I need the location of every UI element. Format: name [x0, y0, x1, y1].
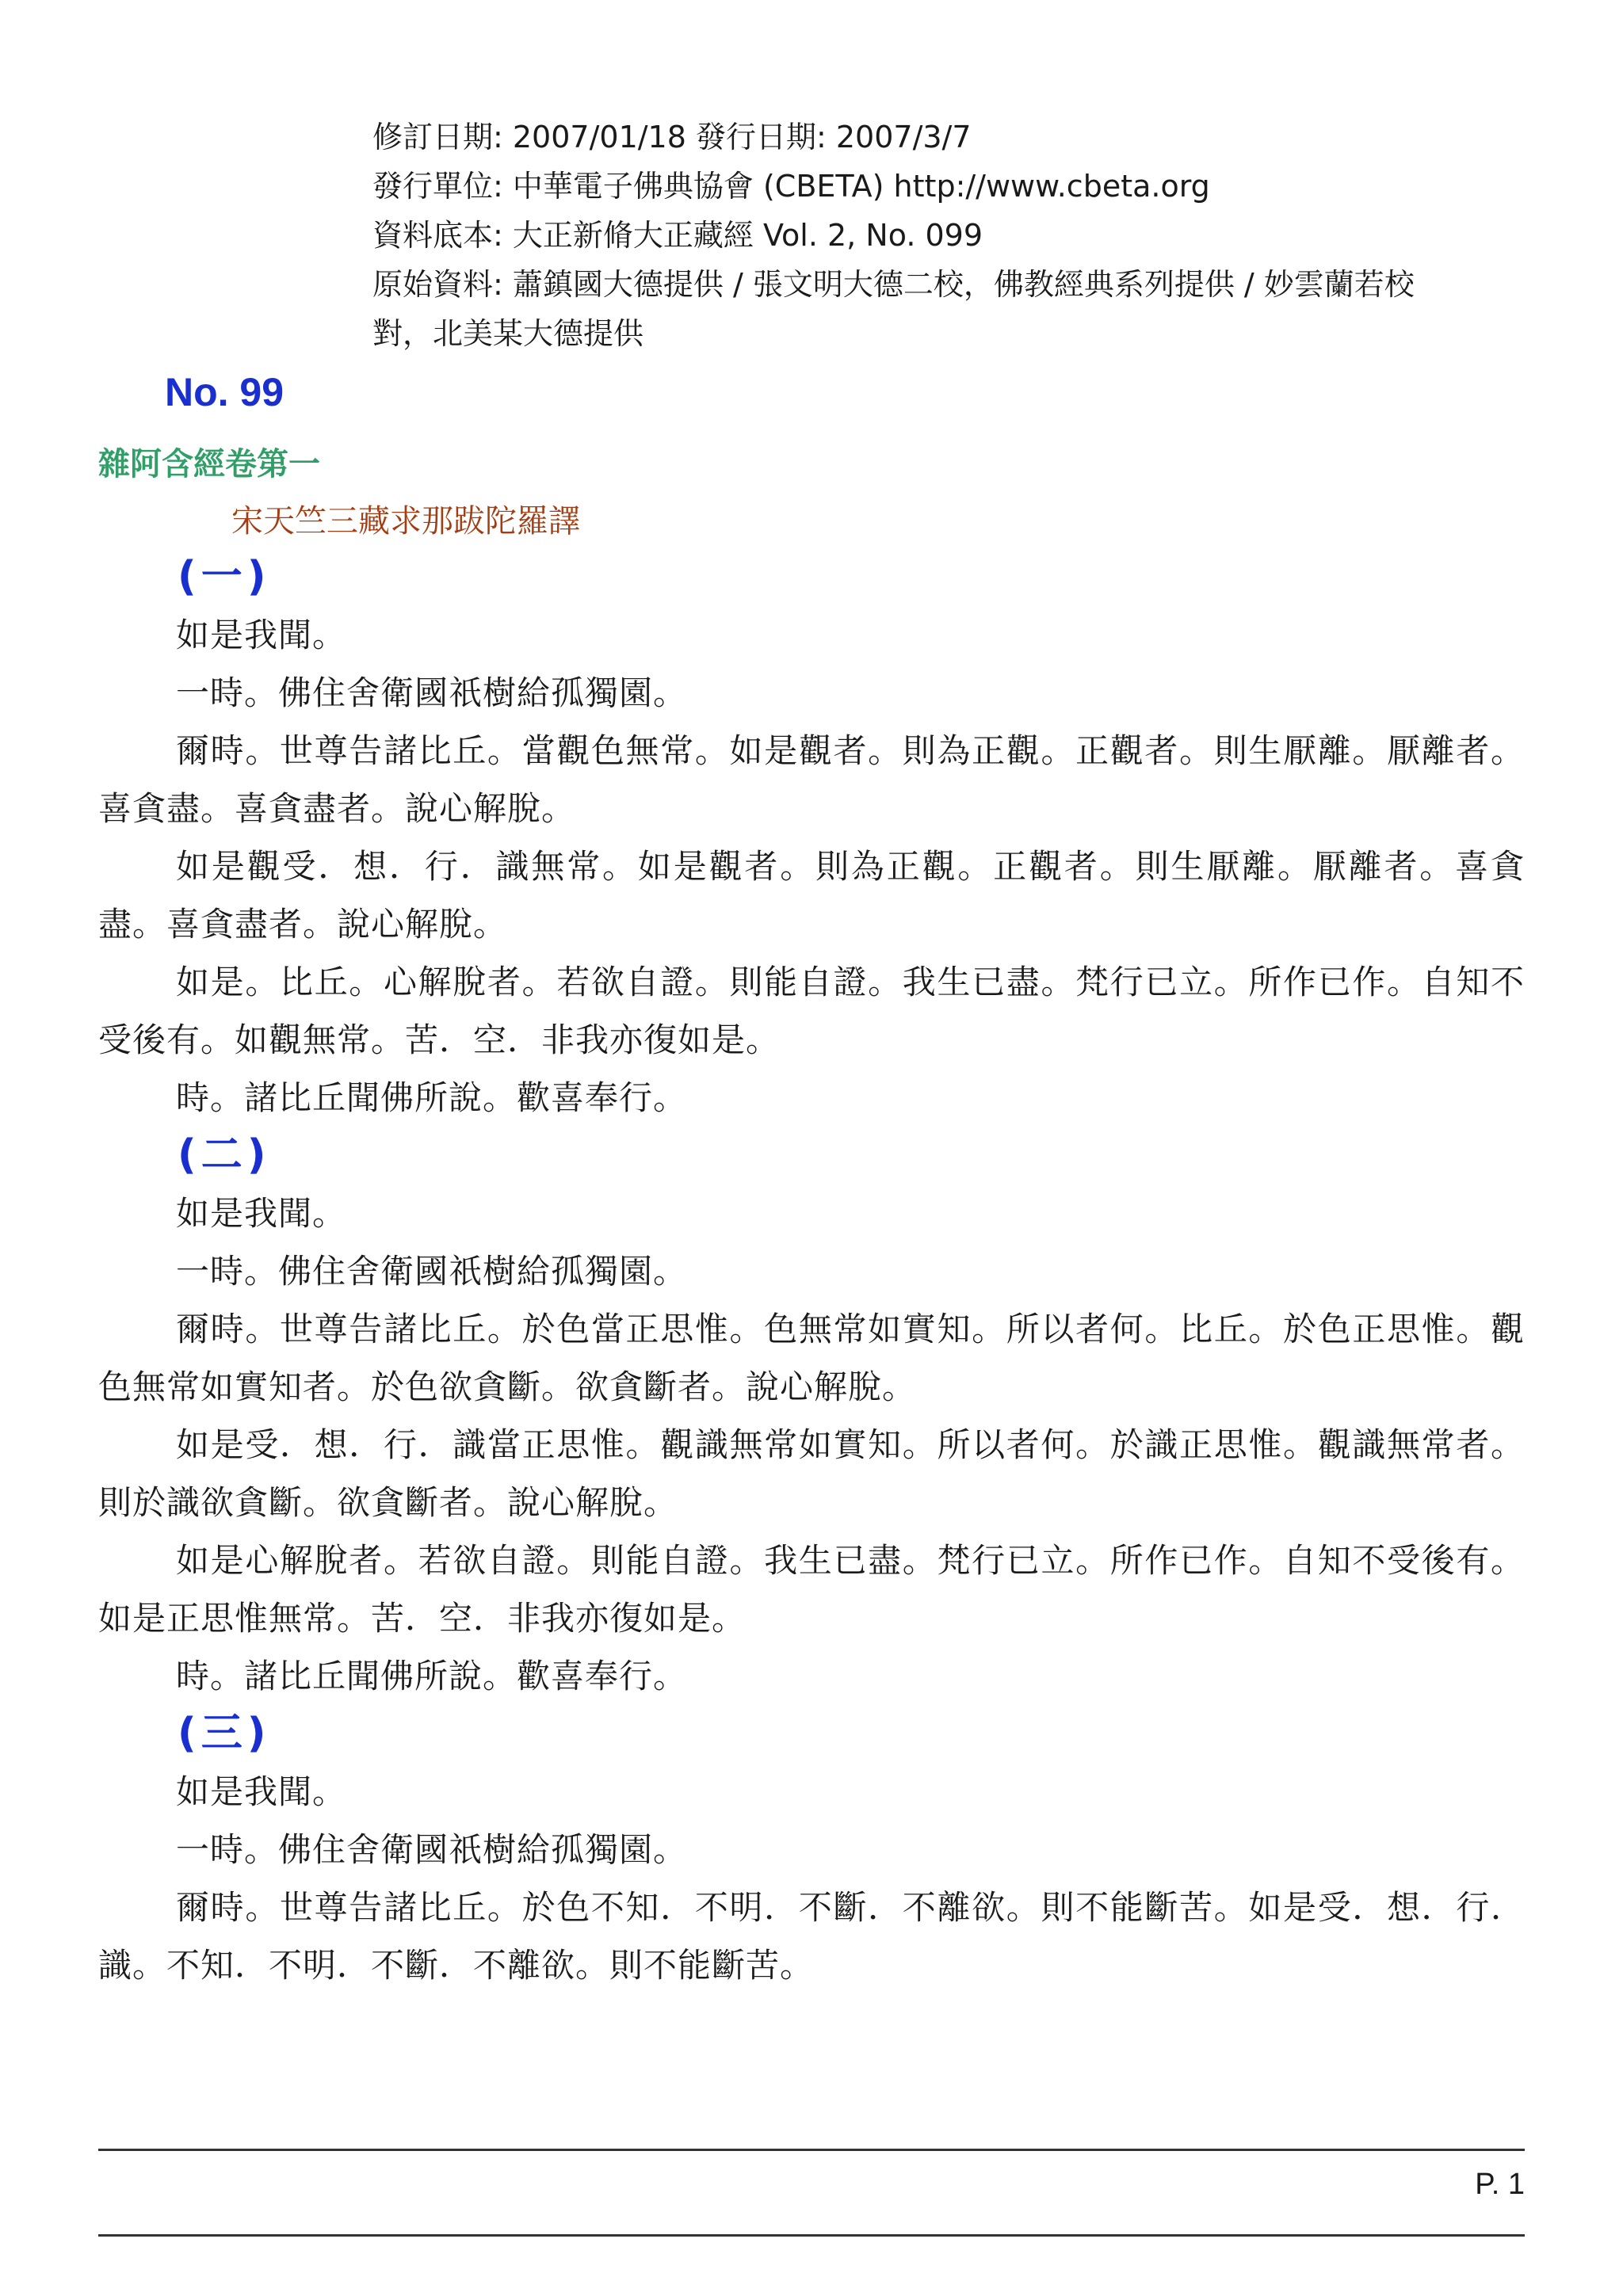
paragraph: 爾時。世尊告諸比丘。於色不知．不明．不斷．不離欲。則不能斷苦。如是受．想．行．識。不知．不明．不斷．不離欲。則不能斷苦。 [98, 1888, 1525, 1985]
paragraph: 如是受．想．行．識當正思惟。觀識無常如實知。所以者何。於識正思惟。觀識無常者。則於識欲貪斷。欲貪斷者。說心解脫。 [98, 1425, 1525, 1522]
section-1 [98, 548, 1525, 1127]
paragraph: 如是。比丘。心解脫者。若欲自證。則能自證。我生已盡。梵行已立。所作已作。自知不受後有。如觀無常。苦．空．非我亦復如是。 [98, 963, 1525, 1059]
original-data-line: 原始資料: 蕭鎮國大德提供 / 張文明大德二校，佛教經典系列提供 / 妙雲蘭若校 [372, 267, 1415, 302]
paragraph: 如是心解脫者。若欲自證。則能自證。我生已盡。梵行已立。所作已作。自知不受後有。如是正思惟無常。苦．空．非我亦復如是。 [98, 1541, 1525, 1638]
section-2 [98, 1127, 1525, 1705]
page-number: P. 1 [1475, 2168, 1525, 2201]
paragraph: 爾時。世尊告諸比丘。當觀色無常。如是觀者。則為正觀。正觀者。則生厭離。厭離者。喜貪盡。喜貪盡者。說心解脫。 [98, 731, 1525, 828]
footer-bottom-rule [98, 2234, 1525, 2237]
sutra-body [98, 548, 1525, 1994]
section-heading: (二) [178, 1131, 271, 1179]
paragraph: 一時。佛住舍衛國祇樹給孤獨園。 [176, 1830, 688, 1869]
paragraph: 一時。佛住舍衛國祇樹給孤獨園。 [176, 1252, 688, 1291]
paragraph: 一時。佛住舍衛國祇樹給孤獨園。 [176, 673, 688, 712]
translator-line: 宋天竺三藏求那跋陀羅譯 [231, 503, 580, 540]
sutra-title: 雜阿含經卷第一 [98, 446, 320, 482]
paragraph: 時。諸比丘聞佛所說。歡喜奉行。 [176, 1078, 688, 1117]
paragraph: 爾時。世尊告諸比丘。於色當正思惟。色無常如實知。所以者何。比丘。於色正思惟。觀色無常如實知者。於色欲貪斷。欲貪斷者。說心解脫。 [98, 1310, 1525, 1406]
paragraph: 如是我聞。 [176, 1194, 347, 1233]
original-data-line-continued: 對，北美某大德提供 [372, 316, 644, 351]
publisher-line: 發行單位: 中華電子佛典協會 (CBETA) http://www.cbeta.org [372, 169, 1210, 204]
footer-top-rule [98, 2149, 1525, 2151]
paragraph: 如是我聞。 [176, 616, 347, 654]
section-heading: (三) [178, 1710, 271, 1757]
paragraph: 時。諸比丘聞佛所說。歡喜奉行。 [176, 1657, 688, 1695]
source-text-line: 資料底本: 大正新脩大正藏經 Vol. 2, No. 099 [372, 218, 983, 253]
document-metadata [372, 113, 1529, 358]
section-heading: (一) [178, 553, 271, 601]
document-number: No. 99 [165, 370, 285, 414]
paragraph: 如是我聞。 [176, 1772, 347, 1811]
paragraph: 如是觀受．想．行．識無常。如是觀者。則為正觀。正觀者。則生厭離。厭離者。喜貪盡。喜貪盡者。說心解脫。 [98, 847, 1525, 944]
revision-date-line: 修訂日期: 2007/01/18 發行日期: 2007/3/7 [372, 120, 972, 154]
section-3 [98, 1705, 1525, 1994]
